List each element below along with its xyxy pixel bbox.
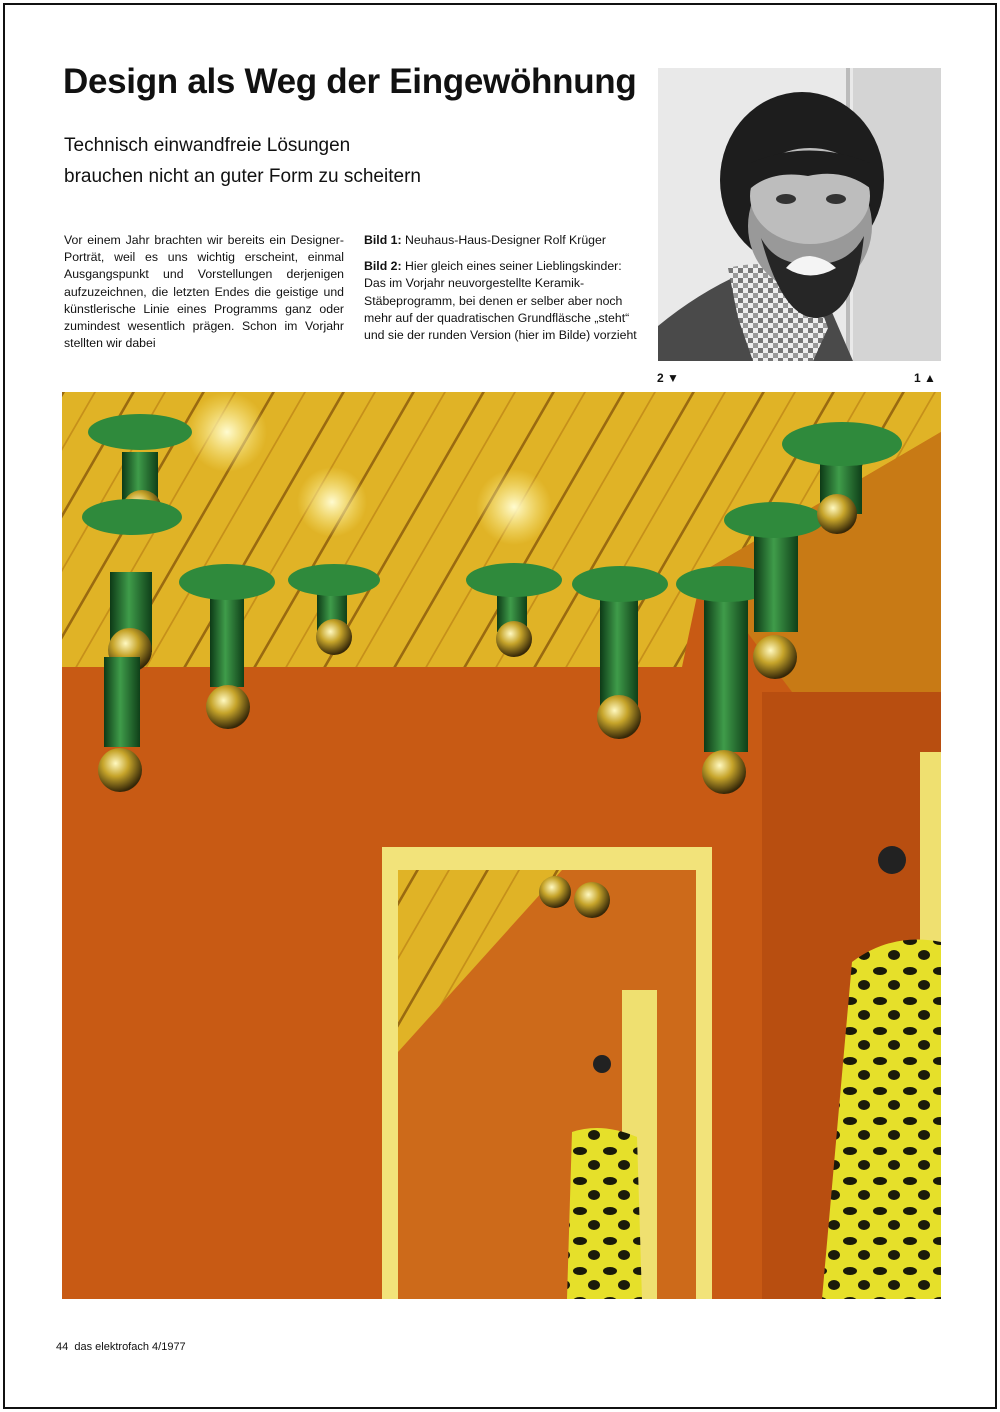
captions <box>364 232 644 353</box>
caption-2: Bild 2: Hier gleich eines seiner Lieblingskinder: Das im Vorjahr neuvorgestellte Keramik-Stäbeprogramm, bei denen er selber aber noch mehr auf der quadratischen Grundfläsche „steht“ und sie der runden Version (hier im Bilde) vorzieht <box>364 259 637 343</box>
page-number: 44 <box>56 1341 69 1353</box>
magazine-issue: das elektrofach 4/1977 <box>74 1341 186 1353</box>
body-text: Vor einem Jahr brachten wir bereits ein Designer-Porträt, weil es uns wichtig erscheint, einmal Ausgangspunkt und Vorstellungen derjenigen aufzuzeichnen, die letzten Endes die geistige und künstlerische Linie eines Programms ganz oder zumindest wesentlich prägen. Schon im Vorjahr stellten wir dabei <box>64 233 344 351</box>
figure-1-marker: 1 ▲ <box>914 371 936 385</box>
headline: Design als Weg der Eingewöhnung <box>63 62 637 101</box>
caption-1: Bild 1: Neuhaus-Haus-Designer Rolf Krüger <box>364 233 606 247</box>
portrait-photo <box>658 68 941 361</box>
subtitle-line-1: Technisch einwandfreie Lösungen <box>64 135 351 156</box>
ceramic-lamp-photo <box>62 392 941 1299</box>
footer <box>56 1341 186 1353</box>
subtitle-line-2: brauchen nicht an guter Form zu scheitern <box>64 166 421 187</box>
subtitle <box>64 130 421 192</box>
figure-2-marker: 2 ▼ <box>657 371 679 385</box>
